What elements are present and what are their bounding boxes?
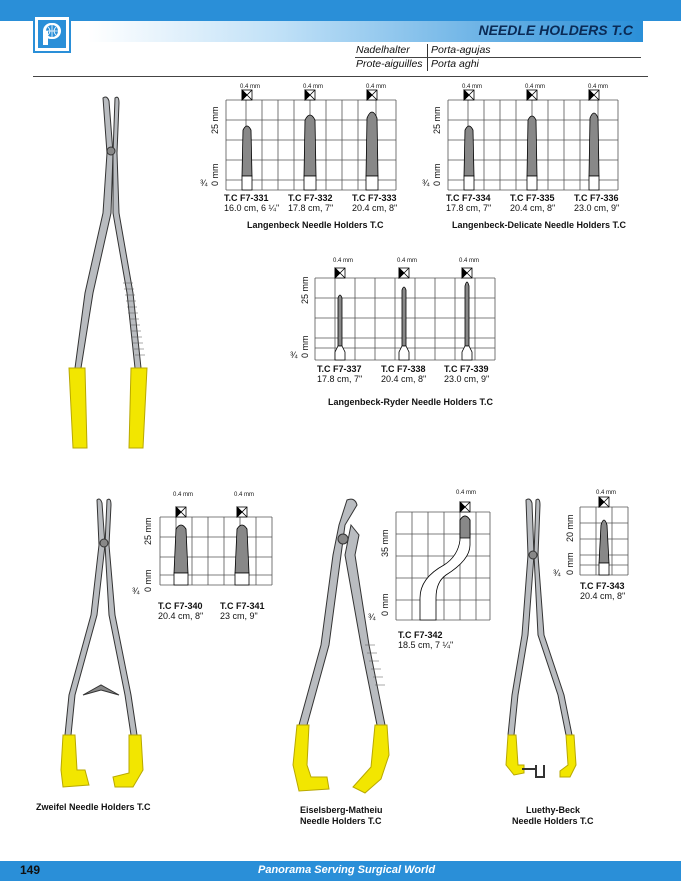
handle-yellow — [113, 735, 143, 787]
zero-label: 0 mm — [143, 569, 153, 592]
product-size: 23.0 cm, 9" — [574, 203, 620, 213]
zweifel-needle-holder-image — [45, 495, 155, 805]
eiselsberg-grid — [396, 490, 490, 620]
tip-width-label: 0.4 mm — [459, 258, 480, 264]
title-es: Porta-agujas — [431, 44, 491, 56]
page-number: 149 — [20, 863, 41, 877]
product-code: T.C F7-336 — [574, 193, 619, 203]
product-size: 17.8 cm, 7" — [317, 374, 363, 384]
product-size: 20.4 cm, 8" — [510, 203, 556, 213]
length-label: 20 mm — [565, 514, 575, 542]
tip-width-label: 0.4 mm — [234, 492, 255, 498]
zweifel-caption: Zweifel Needle Holders T.C — [36, 802, 151, 812]
langenbeck-delicate-caption: Langenbeck-Delicate Needle Holders T.C — [452, 220, 627, 230]
product-code: T.C F7-340 — [158, 601, 203, 611]
tip-width-label: 0.4 mm — [333, 258, 354, 264]
product-size: 17.8 cm, 7" — [288, 203, 334, 213]
length-label: 25 mm — [143, 517, 153, 545]
header-bar — [0, 0, 681, 21]
product-code: T.C F7-338 — [381, 364, 426, 374]
product-size: 17.8 cm, 7" — [446, 203, 492, 213]
length-label: 35 mm — [380, 529, 390, 557]
title-de: Nadelhalter — [356, 44, 410, 56]
product-size: 16.0 cm, 6 ¼" — [224, 203, 280, 213]
tip-width-label: 0.4 mm — [240, 84, 261, 90]
scale-label: ¾ — [200, 178, 208, 188]
product-size: 20.4 cm, 8" — [580, 591, 626, 601]
eiselsberg-caption-line1: Eiselsberg-Matheiu — [300, 805, 383, 815]
scale-label: ¾ — [422, 178, 430, 188]
product-code: T.C F7-335 — [510, 193, 555, 203]
product-code: T.C F7-342 — [398, 630, 443, 640]
handle-yellow — [560, 735, 576, 777]
eiselsberg-needle-holder-image — [285, 495, 395, 805]
product-code: T.C F7-339 — [444, 364, 489, 374]
title-fr: Prote-aiguilles — [356, 58, 423, 70]
handle-yellow — [129, 368, 147, 448]
tip-width-label: 0.4 mm — [596, 490, 617, 496]
handle-yellow — [353, 725, 389, 793]
scale-label: ¾ — [553, 568, 561, 578]
panorama-logo-icon — [33, 15, 71, 53]
langenbeck-caption: Langenbeck Needle Holders T.C — [247, 220, 384, 230]
langenbeck-ryder-grid — [315, 256, 495, 368]
zero-label: 0 mm — [210, 163, 220, 186]
scale-label: ¾ — [368, 612, 376, 622]
tip-width-label: 0.4 mm — [303, 84, 324, 90]
product-code: T.C F7-333 — [352, 193, 397, 203]
langenbeck-needle-holder-image — [63, 93, 163, 453]
product-size: 20.4 cm, 8" — [381, 374, 427, 384]
zero-label: 0 mm — [380, 593, 390, 616]
zero-label: 0 mm — [565, 552, 575, 575]
product-size: 18.5 cm, 7 ¼" — [398, 640, 454, 650]
luethy-needle-holder-image — [500, 495, 600, 805]
tip-width-label: 0.4 mm — [366, 84, 387, 90]
product-code: T.C F7-337 — [317, 364, 362, 374]
product-code: T.C F7-331 — [224, 193, 269, 203]
tip-width-label: 0.4 mm — [525, 84, 546, 90]
product-code: T.C F7-341 — [220, 601, 265, 611]
length-label: 25 mm — [432, 106, 442, 134]
product-size: 23.0 cm, 9" — [444, 374, 490, 384]
scale-label: ¾ — [290, 350, 298, 360]
scale-label: ¾ — [132, 586, 140, 596]
tip-width-label: 0.4 mm — [456, 490, 477, 496]
zero-label: 0 mm — [432, 163, 442, 186]
zweifel-grid — [160, 495, 272, 585]
product-size: 23 cm, 9" — [220, 611, 258, 621]
length-label: 25 mm — [210, 106, 220, 134]
header-underline — [33, 76, 648, 77]
handle-yellow — [293, 725, 329, 791]
luethy-caption-line1: Luethy-Beck — [526, 805, 581, 815]
handle-yellow — [506, 735, 524, 775]
product-size: 20.4 cm, 8" — [352, 203, 398, 213]
zero-label: 0 mm — [300, 335, 310, 358]
product-code: T.C F7-332 — [288, 193, 333, 203]
tip-width-label: 0.4 mm — [173, 492, 194, 498]
handle-yellow — [69, 368, 87, 448]
tip-width-label: 0.4 mm — [588, 84, 609, 90]
tip-width-label: 0.4 mm — [397, 258, 418, 264]
length-label: 25 mm — [300, 276, 310, 304]
product-code: T.C F7-334 — [446, 193, 491, 203]
eiselsberg-caption-line2: Needle Holders T.C — [300, 816, 382, 826]
luethy-caption-line2: Needle Holders T.C — [512, 816, 594, 826]
langenbeck-delicate-grid — [448, 90, 618, 200]
title-it: Porta aghi — [431, 58, 479, 70]
langenbeck-grid — [226, 90, 396, 200]
handle-yellow — [61, 735, 89, 787]
tip-width-label: 0.4 mm — [462, 84, 483, 90]
page-title: NEEDLE HOLDERS T.C — [478, 22, 633, 38]
footer-slogan: Panorama Serving Surgical World — [258, 864, 436, 876]
langenbeck-ryder-caption: Langenbeck-Ryder Needle Holders T.C — [328, 397, 494, 407]
product-size: 20.4 cm, 8" — [158, 611, 204, 621]
product-code: T.C F7-343 — [580, 581, 625, 591]
